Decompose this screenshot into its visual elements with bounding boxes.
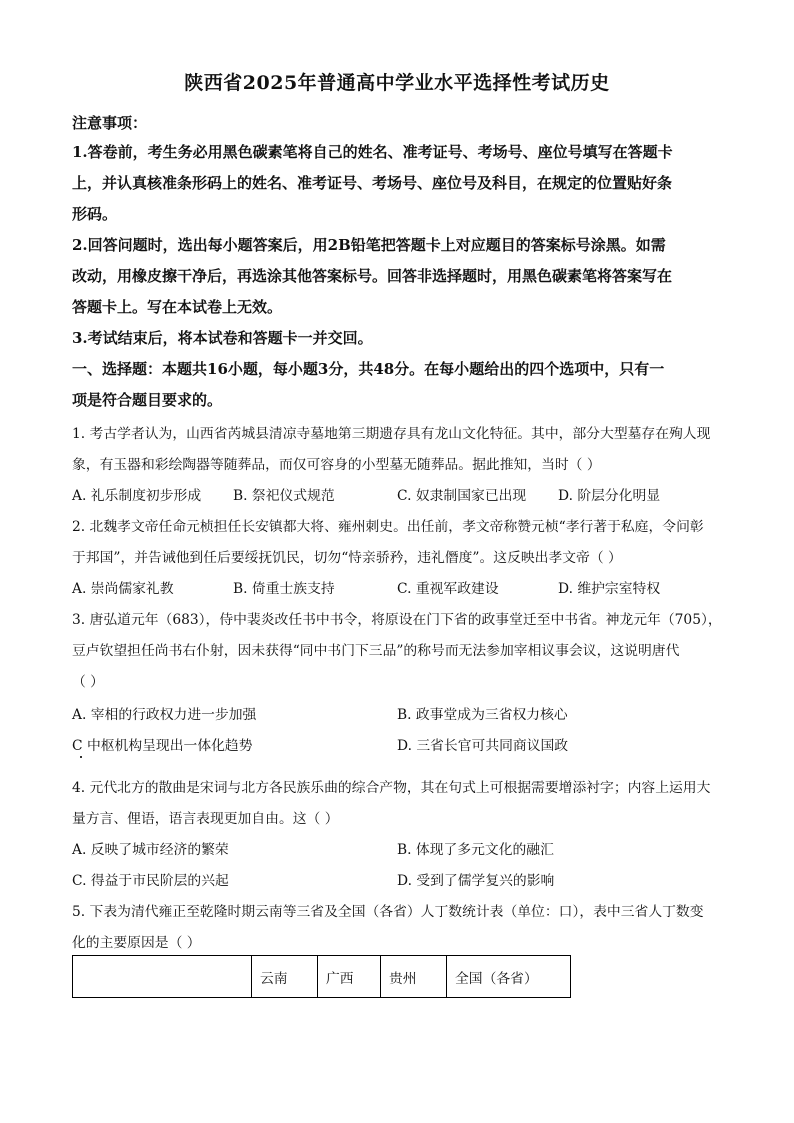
- question-3-option-a: A. 宰相的行政权力进一步加强: [72, 707, 257, 723]
- question-2-text: 2. 北魏孝文帝任命元桢担任长安镇都大将、雍州刺史。出任前，孝文帝称赞元桢“孝行著于私庭，令问彰: [72, 519, 704, 535]
- table-header-cell: 云南: [252, 956, 318, 998]
- table-header-cell: [73, 956, 252, 998]
- question-1-text: 1. 考古学者认为，山西省芮城县清凉寺墓地第三期遗存具有龙山文化特征。其中，部分大型墓存在殉人现: [72, 426, 711, 442]
- question-3-text: （ ）: [72, 674, 104, 690]
- question-2-option-d: D. 维护宗室特权: [558, 581, 661, 597]
- question-2-text: 于邦国”，并告诫他到任后要绥抚饥民，切勿“恃亲骄矜，违礼僭度”。这反映出孝文帝（ ）: [72, 550, 622, 566]
- table-header-cell: 全国（各省）: [447, 956, 571, 998]
- section-heading: 一、选择题：本题共16小题，每小题3分，共48分。在每小题给出的四个选项中，只有一: [72, 360, 665, 378]
- question-4-option-d: D. 受到了儒学复兴的影响: [397, 873, 555, 889]
- question-1-text: 象，有玉器和彩绘陶器等随葬品，而仅可容身的小型墓无随葬品。据此推知，当时（ ）: [72, 457, 601, 473]
- question-1-option-c: C. 奴隶制国家已出现: [397, 488, 527, 504]
- notice-line: 答题卡上。写在本试卷上无效。: [72, 298, 283, 316]
- question-5-text: 5. 下表为清代雍正至乾隆时期云南等三省及全国（各省）人丁数统计表（单位：口），表中三省人丁数变: [72, 904, 704, 920]
- question-1-option-a: A. 礼乐制度初步形成: [72, 488, 202, 504]
- question-3-option-b: B. 政事堂成为三省权力核心: [397, 707, 568, 723]
- question-1-option-d: D. 阶层分化明显: [558, 488, 661, 504]
- table-header-cell: 贵州: [381, 956, 447, 998]
- question-4-option-a: A. 反映了城市经济的繁荣: [72, 842, 229, 858]
- question-4-text: 4. 元代北方的散曲是宋词与北方各民族乐曲的综合产物，其在句式上可根据需要增添衬字；内容上运用大: [72, 780, 711, 796]
- question-4-text: 量方言、俚语，语言表现更加自由。这（ ）: [72, 811, 339, 827]
- notice-heading: 注意事项：: [72, 114, 148, 132]
- question-3-option-d: D. 三省长官可共同商议国政: [397, 738, 569, 754]
- population-table: [72, 955, 571, 998]
- notice-line: 形码。: [72, 205, 118, 223]
- page-title: 陕西省2025年普通高中学业水平选择性考试历史: [184, 72, 610, 94]
- notice-line: 3.考试结束后，将本试卷和答题卡一并交回。: [72, 329, 373, 347]
- notice-line: 上，并认真核准条形码上的姓名、准考证号、考场号、座位号及科目，在规定的位置贴好条: [72, 174, 673, 192]
- question-5-text: 化的主要原因是（ ）: [72, 935, 201, 951]
- question-3-option-c: C 中枢机构呈现出一体化趋势: [72, 738, 253, 754]
- question-1-option-b: B. 祭祀仪式规范: [233, 488, 335, 504]
- question-2-option-a: A. 崇尚儒家礼教: [72, 581, 174, 597]
- notice-line: 改动，用橡皮擦干净后，再选涂其他答案标号。回答非选择题时，用黑色碳素笔将答案写在: [72, 267, 673, 285]
- question-2-option-b: B. 倚重士族支持: [233, 581, 335, 597]
- table-header-row: [73, 956, 571, 998]
- stray-mark: [80, 756, 82, 758]
- question-4-option-b: B. 体现了多元文化的融汇: [397, 842, 554, 858]
- question-2-option-c: C. 重视军政建设: [397, 581, 499, 597]
- section-heading: 项是符合题目要求的。: [72, 391, 223, 409]
- question-4-option-c: C. 得益于市民阶层的兴起: [72, 873, 229, 889]
- question-3-text: 3. 唐弘道元年（683），侍中裴炎改任书中书令，将原设在门下省的政事堂迁至中书省。神龙元年（705），: [72, 612, 722, 628]
- question-3-text: 豆卢钦望担任尚书右仆射，因未获得“同中书门下三品”的称号而无法参加宰相议事会议，这说明唐代: [72, 643, 680, 659]
- notice-line: 2.回答问题时，选出每小题答案后，用2B铅笔把答题卡上对应题目的答案标号涂黑。如需: [72, 236, 666, 254]
- notice-line: 1.答卷前，考生务必用黑色碳素笔将自己的姓名、准考证号、考场号、座位号填写在答题卡: [72, 143, 673, 161]
- table-header-cell: 广西: [318, 956, 381, 998]
